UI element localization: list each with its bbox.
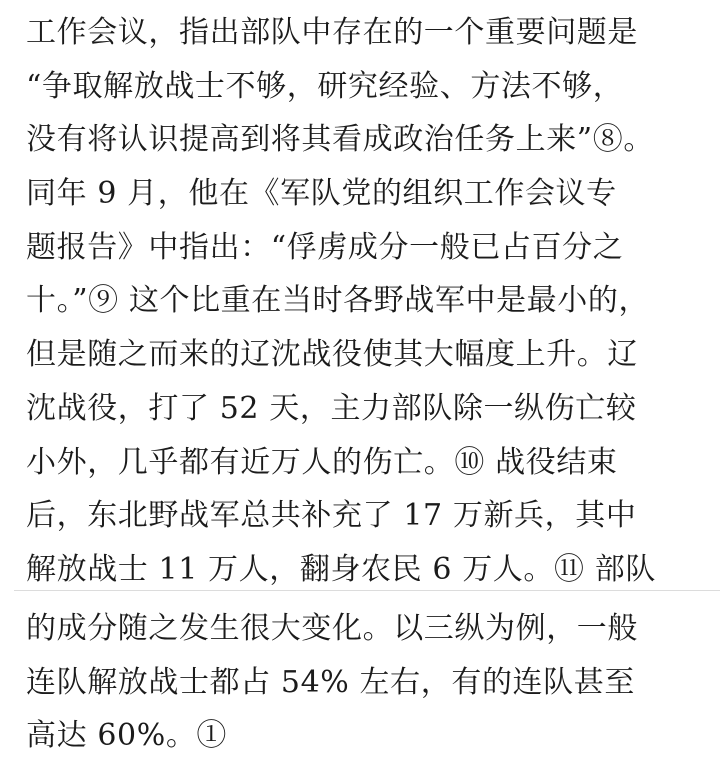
text-line: 小外，几乎都有近万人的伤亡。⑩ 战役结束 <box>26 444 618 480</box>
text-line: 解放战士 11 万人，翻身农民 6 万人。⑪ 部队 <box>26 551 656 587</box>
text-line: “争取解放战士不够，研究经验、方法不够， <box>26 68 624 104</box>
text-line: 高达 60%。① <box>26 718 228 754</box>
text-line: 工作会议，指出部队中存在的一个重要问题是 <box>26 15 638 50</box>
text-line: 连队解放战士都占 54% 左右，有的连队甚至 <box>26 664 635 700</box>
text-line: 十。”⑨ 这个比重在当时各野战军中是最小的， <box>26 283 650 319</box>
text-line: 的成分随之发生很大变化。以三纵为例，一般 <box>26 611 638 646</box>
text-line: 沈战役，打了 52 天，主力部队除一纵伤亡较 <box>26 390 637 426</box>
text-line: 但是随之而来的辽沈战役使其大幅度上升。辽 <box>26 337 638 373</box>
text-line: 后，东北野战军总共补充了 17 万新兵，其中 <box>26 498 637 534</box>
text-block-top <box>26 6 706 597</box>
text-line: 同年 9 月，他在《军队党的组织工作会议专 <box>26 176 617 212</box>
text-line: 题报告》中指出：“俘虏成分一般已占百分之 <box>26 229 624 265</box>
page-divider <box>14 590 720 591</box>
text-block-bottom <box>26 602 706 763</box>
text-line: 没有将认识提高到将其看成政治任务上来”⑧。 <box>26 122 654 158</box>
